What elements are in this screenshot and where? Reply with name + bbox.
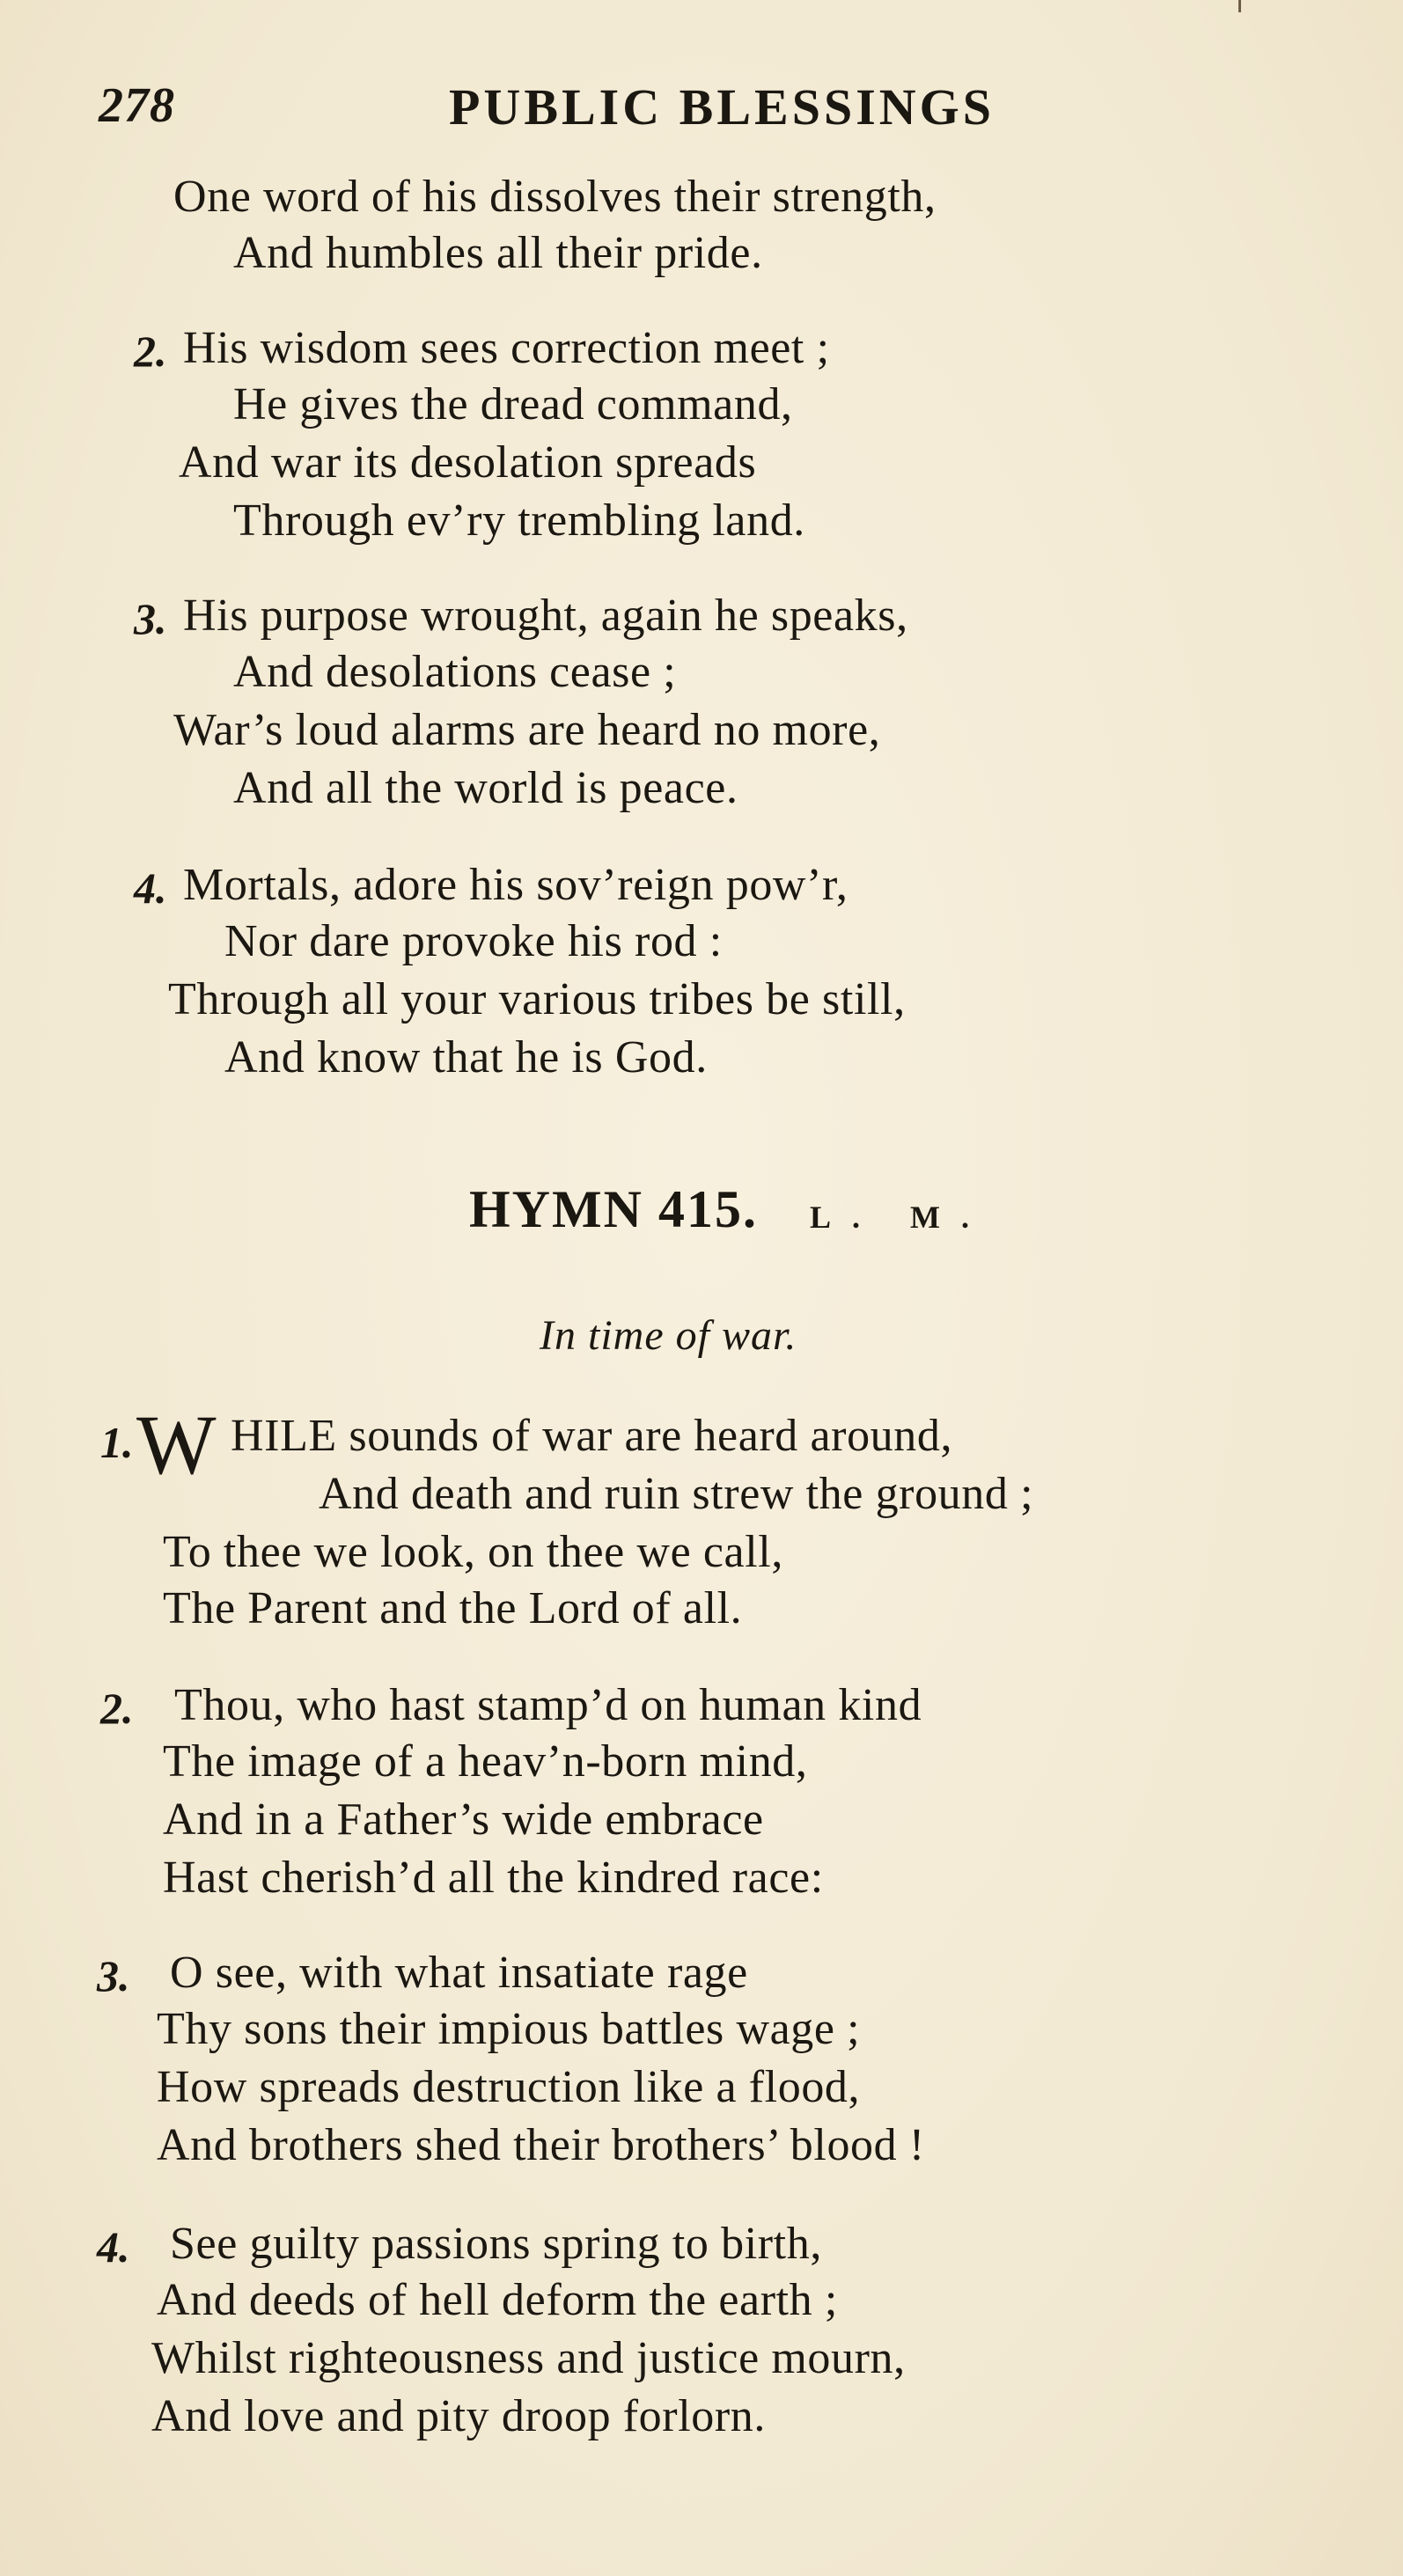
verse-line: See guilty passions spring to birth, (170, 2219, 822, 2269)
verse-line: He gives the dread command, (233, 379, 793, 429)
verse-line: One word of his dissolves their strength, (173, 172, 937, 222)
verse-line: HILE sounds of war are heard around, (231, 1411, 953, 1461)
stanza-number: 2. (134, 327, 167, 376)
running-title: PUBLIC BLESSINGS (449, 78, 995, 136)
verse-line: And in a Father’s wide embrace (163, 1794, 764, 1845)
verse-line: Hast cherish’d all the kindred race: (163, 1853, 824, 1903)
verse-line: The Parent and the Lord of all. (163, 1583, 743, 1633)
stanza-number: 1. (100, 1418, 134, 1467)
verse-line: His purpose wrought, again he speaks, (183, 591, 908, 641)
verse-line: And death and ruin strew the ground ; (319, 1469, 1034, 1519)
verse-line: And all the world is peace. (233, 763, 738, 813)
page-number: 278 (99, 78, 175, 133)
verse-line: Whilst righteousness and justice mourn, (151, 2333, 906, 2383)
verse-line: And love and pity droop forlorn. (151, 2391, 766, 2441)
verse-line: Through ev’ry trembling land. (233, 495, 805, 546)
page-header (99, 77, 1067, 148)
verse-line: War’s loud alarms are heard no more, (173, 705, 881, 755)
verse-line: And humbles all their pride. (233, 228, 763, 278)
stanza-number: 3. (134, 594, 167, 643)
verse-line: O see, with what insatiate rage (170, 1948, 748, 1998)
verse-line: And know that he is God. (224, 1032, 708, 1083)
print-mark (1238, 0, 1241, 12)
verse-line: Thou, who hast stamp’d on human kind (174, 1680, 922, 1730)
hymn-title: HYMN 415. (469, 1180, 758, 1238)
verse-line: And brothers shed their brothers’ blood ! (157, 2120, 925, 2170)
verse-line: The image of a heav’n-born mind, (163, 1736, 808, 1787)
stanza-number: 3. (97, 1951, 130, 2000)
verse-line: His wisdom sees correction meet ; (183, 323, 830, 373)
verse-line: Through all your various tribes be still, (168, 974, 906, 1024)
stanza-number: 4. (134, 863, 167, 913)
drop-cap: W (136, 1398, 217, 1492)
verse-line: To thee we look, on thee we call, (163, 1527, 783, 1577)
verse-line: And deeds of hell deform the earth ; (157, 2275, 838, 2325)
hymn-meter: L. M. (810, 1200, 990, 1235)
stanza-number: 2. (100, 1684, 134, 1733)
verse-line: And desolations cease ; (233, 647, 677, 697)
verse-line: Mortals, adore his sov’reign pow’r, (183, 860, 848, 910)
verse-line: How spreads destruction like a flood, (157, 2062, 861, 2112)
stanza-number: 4. (97, 2222, 130, 2271)
verse-line: Nor dare provoke his rod : (224, 916, 723, 966)
verse-line: And war its desolation spreads (179, 437, 757, 488)
verse-line: Thy sons their impious battles wage ; (157, 2004, 861, 2054)
hymn-occasion: In time of war. (540, 1312, 797, 1359)
